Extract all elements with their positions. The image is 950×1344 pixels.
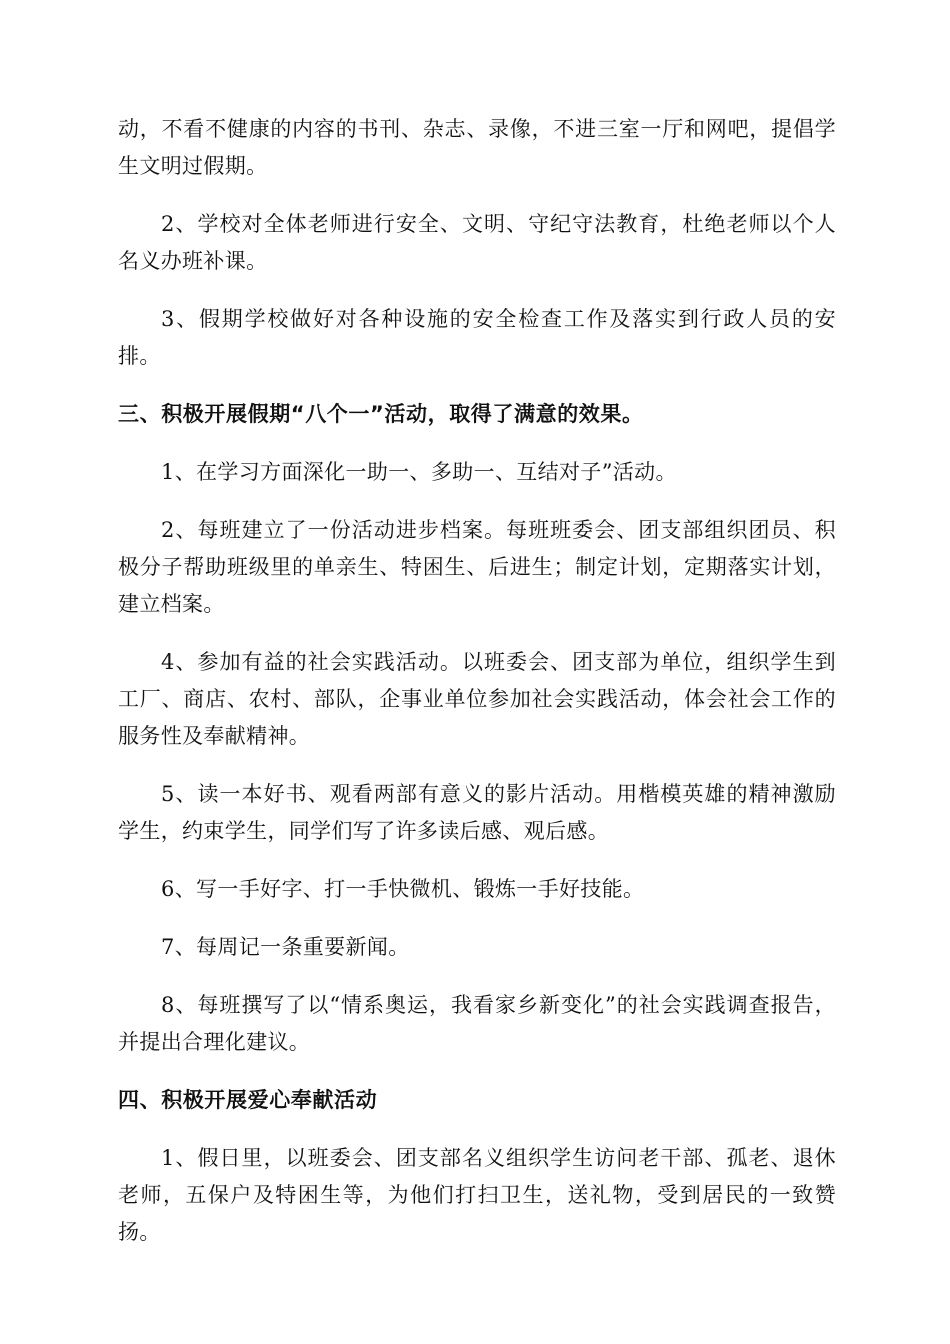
paragraph-item-2-progress-archive: 2、每班建立了一份活动进步档案。每班班委会、团支部组织团员、积极分子帮助班级里的单亲生、特困生、后进生；制定计划，定期落实计划，建立档案。 — [118, 518, 836, 616]
paragraph-item-1-study-help: 1、在学习方面深化一助一、多助一、互结对子”活动。 — [161, 460, 677, 484]
paragraph-item-6-skills: 6、写一手好字、打一手快微机、锻炼一手好技能。 — [161, 877, 645, 901]
paragraph-item-8-survey-report: 8、每班撰写了以“情系奥运，我看家乡新变化”的社会实践调查报告，并提出合理化建议。 — [118, 993, 836, 1054]
paragraph-item-5-reading-films: 5、读一本好书、观看两部有意义的影片活动。用楷模英雄的精神激励学生，约束学生，同学们写了许多读后感、观后感。 — [118, 782, 836, 843]
paragraph-continuation: 动，不看不健康的内容的书刊、杂志、录像，不进三室一厅和网吧，提倡学生文明过假期。 — [118, 117, 836, 178]
paragraph-item-4-social-practice: 4、参加有益的社会实践活动。以班委会、团支部为单位，组织学生到工厂、商店、农村、部队，企事业单位参加社会实践活动，体会社会工作的服务性及奉献精神。 — [118, 650, 836, 748]
document-body — [118, 111, 836, 1272]
section-heading-three: 三、积极开展假期“八个一”活动，取得了满意的效果。 — [118, 402, 644, 426]
paragraph-item-2-teacher-education: 2、学校对全体老师进行安全、文明、守纪守法教育，杜绝老师以个人名义办班补课。 — [118, 212, 836, 273]
paragraph-item-7-weekly-news: 7、每周记一条重要新闻。 — [161, 935, 410, 959]
paragraph-item-3-safety-inspection: 3、假期学校做好对各种设施的安全检查工作及落实到行政人员的安排。 — [118, 307, 836, 368]
section-heading-four: 四、积极开展爱心奉献活动 — [118, 1088, 378, 1112]
paragraph-item-1-holiday-visits: 1、假日里，以班委会、团支部名义组织学生访问老干部、孤老、退休老师，五保户及特困生等，为他们打扫卫生，送礼物，受到居民的一致赞扬。 — [118, 1146, 836, 1244]
